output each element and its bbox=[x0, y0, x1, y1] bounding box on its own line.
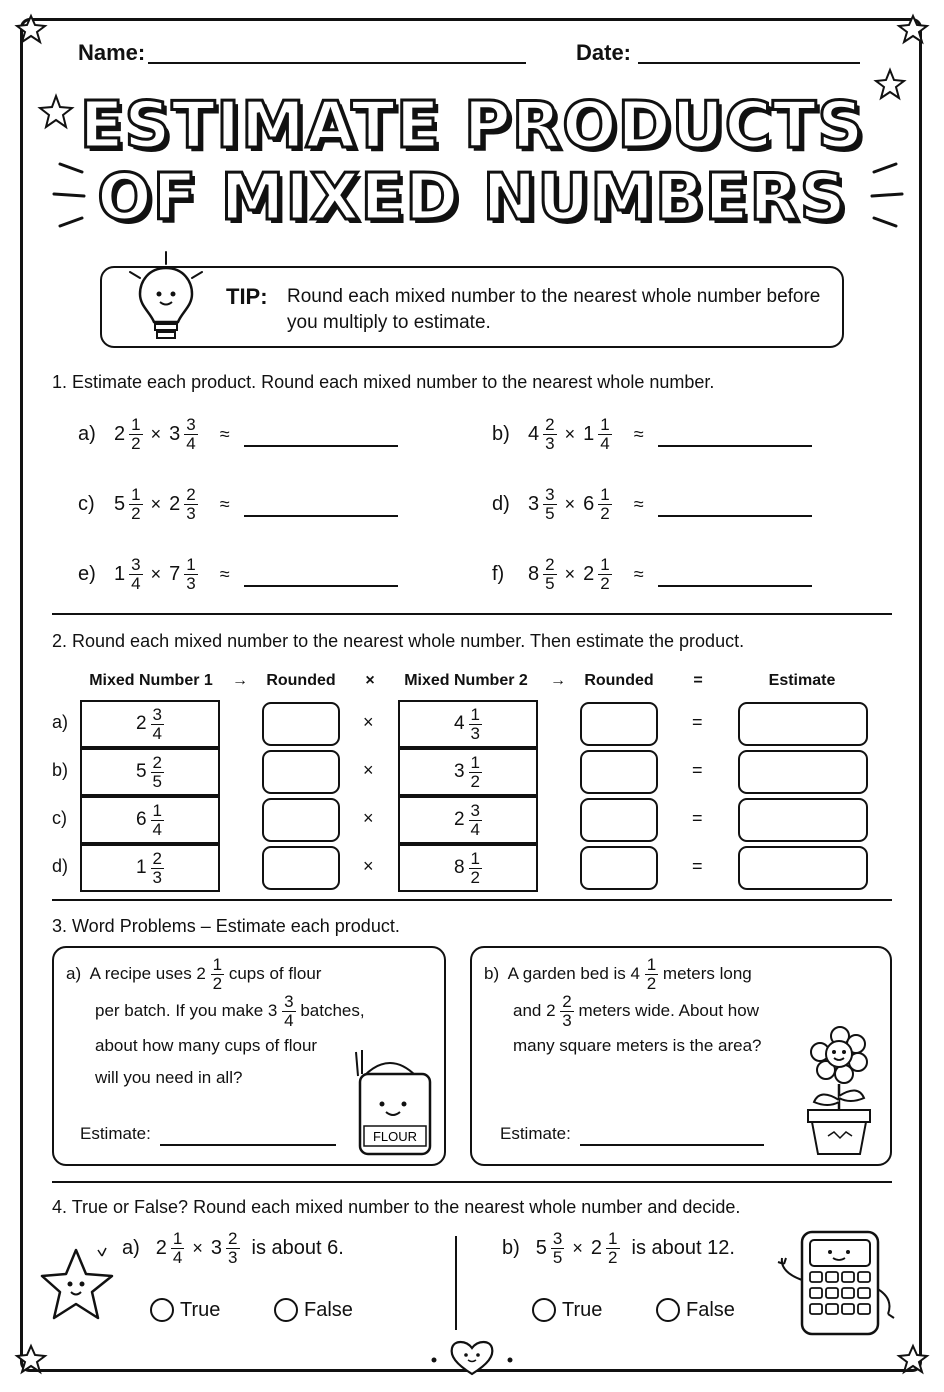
estimate-problem bbox=[78, 416, 398, 453]
answer-line[interactable] bbox=[244, 563, 398, 587]
mixed-number: 2 $\frac{3}{4}$ bbox=[135, 704, 163, 743]
date-input[interactable] bbox=[638, 62, 860, 64]
mixed-number: 6 $\frac{1}{2}$ bbox=[583, 485, 610, 523]
problem-label: b) bbox=[484, 963, 500, 983]
name-label: Name: bbox=[78, 40, 146, 65]
lightbulb-icon bbox=[122, 250, 210, 350]
word-problem-b-text: b) A garden bed is 4 $\frac{1}{2}$ meters long and 2 $\frac{2}{3}$ meters wide. About how many square meters is the area? bbox=[484, 955, 762, 1055]
fraction: $\frac{1}{2}$ bbox=[470, 848, 481, 887]
statement-tail: is about 12. bbox=[631, 1237, 735, 1259]
times-sign: × bbox=[363, 808, 374, 828]
mixed-number: 5 $\frac{3}{5}$ bbox=[535, 1229, 563, 1267]
fraction: $\frac{2}{3}$ bbox=[186, 485, 196, 523]
mixed-number-1-cell bbox=[80, 748, 220, 796]
mixed-number: 4 $\frac{2}{3}$ bbox=[528, 415, 555, 453]
statement-tail: is about 6. bbox=[251, 1237, 344, 1259]
fraction: $\frac{2}{3}$ bbox=[152, 848, 163, 887]
rounded-2-input[interactable] bbox=[580, 798, 658, 842]
heart-icon bbox=[426, 1338, 518, 1378]
fraction: $\frac{2}{3}$ bbox=[545, 415, 555, 453]
estimate-problem bbox=[492, 416, 812, 453]
problem-label: b) bbox=[502, 1237, 520, 1259]
option-a-true[interactable]: True bbox=[150, 1298, 220, 1322]
section4-heading: 4. True or False? Round each mixed number to the nearest whole number and decide. bbox=[52, 1197, 741, 1217]
radio-circle-icon[interactable] bbox=[150, 1298, 174, 1322]
times-sign: × bbox=[363, 712, 374, 732]
problem-label: a) bbox=[122, 1237, 140, 1259]
problem-label: c) bbox=[78, 493, 95, 515]
fraction: $\frac{3}{4}$ bbox=[186, 415, 196, 453]
star-mascot-icon bbox=[40, 1246, 120, 1322]
row-label: c) bbox=[52, 808, 67, 828]
row-label: a) bbox=[52, 712, 69, 732]
estimate-input[interactable] bbox=[738, 798, 868, 842]
word-problem-a-text: a) A recipe uses 2 $\frac{1}{2}$ cups of flour per batch. If you make 3 $\frac{3}{4}$ batches, about how many cups of flour will you need in all? bbox=[66, 955, 365, 1087]
mixed-number-1-cell bbox=[80, 700, 220, 748]
word-problem-b-answer[interactable] bbox=[580, 1144, 764, 1146]
times-sign: × bbox=[572, 1238, 583, 1258]
col-header-equals: = bbox=[693, 672, 703, 689]
calculator-icon bbox=[776, 1228, 898, 1338]
fraction: $\frac{2}{5}$ bbox=[545, 555, 555, 593]
answer-line[interactable] bbox=[658, 563, 812, 587]
mixed-number: 2 $\frac{1}{2}$ bbox=[583, 555, 610, 593]
answer-line[interactable] bbox=[658, 423, 812, 447]
rounded-2-input[interactable] bbox=[580, 846, 658, 890]
approx-sign: ≈ bbox=[219, 424, 230, 444]
mixed-number: 5 $\frac{1}{2}$ bbox=[114, 485, 141, 523]
fraction: $\frac{1}{2}$ bbox=[600, 555, 610, 593]
col-header-rounded2: Rounded bbox=[584, 672, 654, 689]
mixed-number: 2 $\frac{1}{4}$ bbox=[155, 1229, 183, 1267]
approx-sign: ≈ bbox=[633, 494, 644, 514]
answer-line[interactable] bbox=[658, 493, 812, 517]
star-icon bbox=[16, 1344, 46, 1374]
star-icon bbox=[16, 14, 46, 44]
mixed-number: 2 $\frac{1}{2}$ bbox=[590, 1229, 618, 1267]
approx-sign: ≈ bbox=[219, 494, 230, 514]
col-header-mixed2: Mixed Number 2 bbox=[404, 672, 528, 689]
rounded-1-input[interactable] bbox=[262, 846, 340, 890]
flower-pot-icon bbox=[800, 1022, 880, 1158]
fraction: $\frac{1}{4}$ bbox=[172, 1229, 183, 1267]
approx-sign: ≈ bbox=[219, 564, 230, 584]
mixed-number-2-cell bbox=[398, 748, 538, 796]
fraction: $\frac{3}{5}$ bbox=[552, 1229, 563, 1267]
divider bbox=[52, 899, 892, 901]
option-a-false[interactable]: False bbox=[274, 1298, 353, 1322]
equals-sign: = bbox=[692, 712, 703, 732]
equals-sign: = bbox=[692, 856, 703, 876]
fraction: $\frac{2}{5}$ bbox=[152, 752, 163, 791]
mixed-number-2-cell bbox=[398, 796, 538, 844]
mixed-number: 3 $\frac{3}{4}$ bbox=[169, 415, 196, 453]
mixed-number: 4 $\frac{1}{3}$ bbox=[453, 704, 481, 743]
times-sign: × bbox=[363, 760, 374, 780]
mixed-number: 2 $\frac{3}{4}$ bbox=[453, 800, 481, 839]
times-sign: × bbox=[150, 424, 162, 444]
mixed-number: 6 $\frac{1}{4}$ bbox=[135, 800, 163, 839]
mixed-number-1-cell bbox=[80, 796, 220, 844]
fraction: $\frac{1}{4}$ bbox=[152, 800, 163, 839]
estimate-problem bbox=[492, 486, 812, 523]
estimate-input[interactable] bbox=[738, 702, 868, 746]
mixed-number: 7 $\frac{1}{3}$ bbox=[169, 555, 196, 593]
column-divider bbox=[455, 1236, 457, 1330]
fraction: $\frac{3}{5}$ bbox=[545, 485, 555, 523]
times-sign: × bbox=[150, 494, 162, 514]
section2-heading: 2. Round each mixed number to the nearest whole number. Then estimate the product. bbox=[52, 631, 745, 651]
fraction: $\frac{3}{4}$ bbox=[152, 704, 163, 743]
radio-circle-icon[interactable] bbox=[656, 1298, 680, 1322]
rounded-2-input[interactable] bbox=[580, 750, 658, 794]
problem-label: b) bbox=[492, 423, 510, 445]
fraction: $\frac{3}{4}$ bbox=[470, 800, 481, 839]
true-false-problem-b bbox=[502, 1230, 735, 1267]
fraction: $\frac{3}{4}$ bbox=[131, 555, 141, 593]
fraction: $\frac{1}{2}$ bbox=[131, 485, 141, 523]
mixed-number: 3 $\frac{2}{3}$ bbox=[210, 1229, 238, 1267]
section3-heading: 3. Word Problems – Estimate each product. bbox=[52, 916, 400, 936]
equals-sign: = bbox=[692, 760, 703, 780]
equals-sign: = bbox=[692, 808, 703, 828]
divider bbox=[52, 1181, 892, 1183]
fraction: $\frac{1}{2}$ bbox=[600, 485, 610, 523]
estimate-label: Estimate: bbox=[500, 1124, 571, 1143]
worksheet-title-line2: OF MIXED NUMBERS bbox=[97, 161, 847, 235]
star-icon bbox=[898, 14, 928, 44]
fraction: $\frac{1}{2}$ bbox=[470, 752, 481, 791]
mixed-number: 3 $\frac{3}{5}$ bbox=[528, 485, 555, 523]
approx-sign: ≈ bbox=[633, 564, 644, 584]
mixed-number: 1 $\frac{2}{3}$ bbox=[135, 848, 163, 887]
row-label: d) bbox=[52, 856, 69, 876]
word-problem-a-answer[interactable] bbox=[160, 1144, 336, 1146]
rounded-1-input[interactable] bbox=[262, 702, 340, 746]
mixed-number: 3 $\frac{1}{2}$ bbox=[453, 752, 481, 791]
mixed-number: 1 $\frac{3}{4}$ bbox=[114, 555, 141, 593]
times-sign: × bbox=[363, 856, 374, 876]
approx-sign: ≈ bbox=[633, 424, 644, 444]
rounded-1-input[interactable] bbox=[262, 750, 340, 794]
problem-label: d) bbox=[492, 493, 510, 515]
mixed-number: 1 $\frac{1}{4}$ bbox=[583, 415, 610, 453]
estimate-problem bbox=[78, 556, 398, 593]
answer-line[interactable] bbox=[244, 423, 398, 447]
tip-text: Round each mixed number to the nearest whole number before you multiply to estimate. bbox=[287, 286, 821, 333]
col-header-rounded1: Rounded bbox=[266, 672, 336, 689]
name-input[interactable] bbox=[148, 62, 526, 64]
mixed-number: 8 $\frac{1}{2}$ bbox=[453, 848, 481, 887]
mixed-number: 2 $\frac{1}{2}$ bbox=[114, 415, 141, 453]
divider bbox=[52, 613, 892, 615]
col-header-estimate: Estimate bbox=[768, 672, 836, 689]
fraction: $\frac{1}{2}$ bbox=[131, 415, 141, 453]
col-header-mixed1: Mixed Number 1 bbox=[89, 672, 213, 689]
mixed-number-2-cell bbox=[398, 700, 538, 748]
mixed-number: 5 $\frac{2}{5}$ bbox=[135, 752, 163, 791]
estimate-input[interactable] bbox=[738, 846, 868, 890]
rounded-1-input[interactable] bbox=[262, 798, 340, 842]
fraction: $\frac{1}{3}$ bbox=[186, 555, 196, 593]
estimate-label: Estimate: bbox=[80, 1124, 151, 1143]
mixed-number-2-cell bbox=[398, 844, 538, 892]
mixed-number: 8 $\frac{2}{5}$ bbox=[528, 555, 555, 593]
answer-line[interactable] bbox=[244, 493, 398, 517]
section1-heading: 1. Estimate each product. Round each mixed number to the nearest whole number. bbox=[52, 372, 715, 392]
flour-bag-label: FLOUR bbox=[372, 1129, 418, 1144]
estimate-input[interactable] bbox=[738, 750, 868, 794]
row-label: b) bbox=[52, 760, 69, 780]
col-header-arrow: → bbox=[550, 672, 566, 689]
mixed-number-1-cell bbox=[80, 844, 220, 892]
option-b-false[interactable]: False bbox=[656, 1298, 735, 1322]
worksheet-title-line1: ESTIMATE PRODUCTS bbox=[79, 89, 865, 163]
fraction: $\frac{1}{4}$ bbox=[600, 415, 610, 453]
col-header-arrow: → bbox=[232, 672, 248, 689]
tip-label: TIP: bbox=[226, 284, 268, 309]
flour-bag-icon bbox=[346, 1046, 436, 1158]
radio-circle-icon[interactable] bbox=[532, 1298, 556, 1322]
fraction: $\frac{1}{3}$ bbox=[470, 704, 481, 743]
fraction: $\frac{1}{2}$ bbox=[608, 1229, 618, 1267]
problem-label: a) bbox=[66, 963, 82, 983]
estimate-problem bbox=[78, 486, 398, 523]
problem-label: f) bbox=[492, 563, 505, 585]
times-sign: × bbox=[564, 424, 576, 444]
date-label: Date: bbox=[576, 40, 632, 65]
times-sign: × bbox=[192, 1238, 203, 1258]
radio-circle-icon[interactable] bbox=[274, 1298, 298, 1322]
estimate-problem bbox=[492, 556, 812, 593]
problem-label: e) bbox=[78, 563, 96, 585]
times-sign: × bbox=[150, 564, 162, 584]
true-false-problem-a bbox=[122, 1230, 344, 1267]
col-header-times: × bbox=[365, 672, 375, 689]
times-sign: × bbox=[564, 494, 576, 514]
star-icon bbox=[898, 1344, 928, 1374]
rounded-2-input[interactable] bbox=[580, 702, 658, 746]
option-b-true[interactable]: True bbox=[532, 1298, 602, 1322]
problem-label: a) bbox=[78, 423, 96, 445]
fraction: $\frac{2}{3}$ bbox=[228, 1229, 238, 1267]
times-sign: × bbox=[564, 564, 576, 584]
mixed-number: 2 $\frac{2}{3}$ bbox=[169, 485, 196, 523]
